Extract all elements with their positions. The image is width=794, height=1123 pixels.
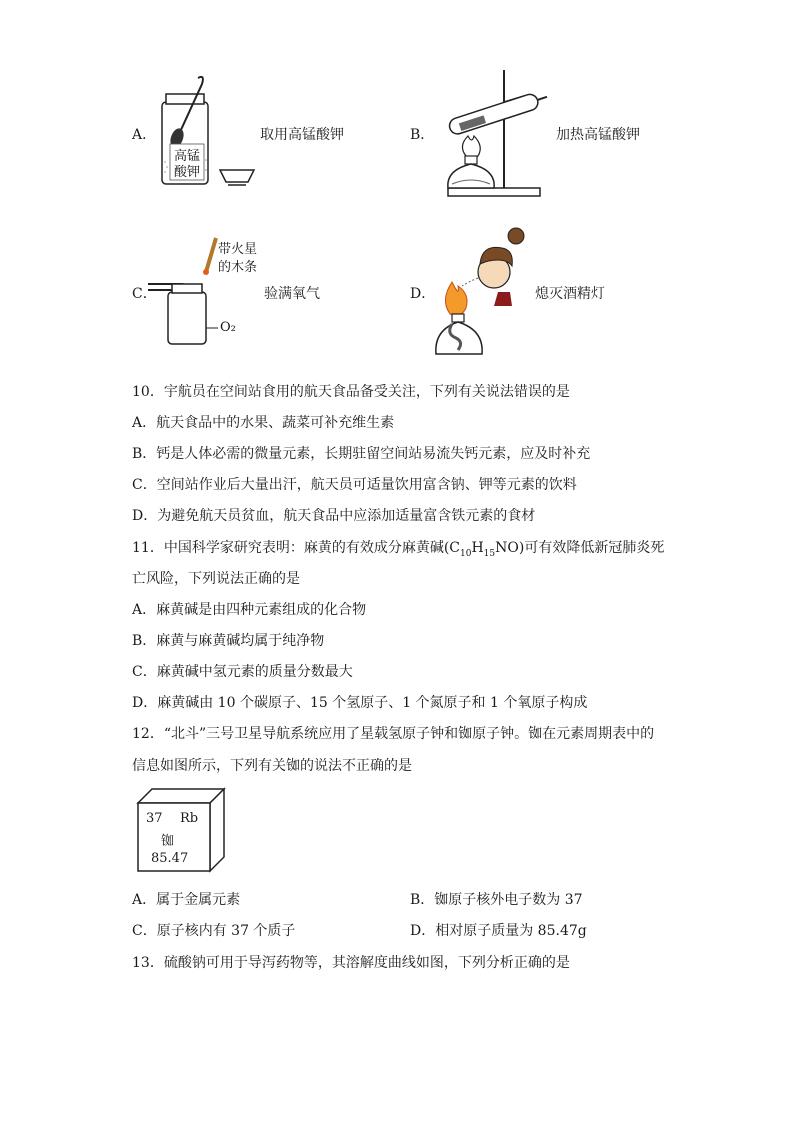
option-d-letter: D． bbox=[410, 286, 436, 302]
q12-option-c: C．原子核内有 37 个质子 bbox=[132, 923, 296, 939]
q10-stem: 10．宇航员在空间站食用的航天食品备受关注，下列有关说法错误的是 bbox=[132, 384, 570, 400]
option-a-caption: 取用高锰酸钾 bbox=[260, 127, 344, 143]
q13-stem: 13．硫酸钠可用于导泻药物等，其溶解度曲线如图，下列分析正确的是 bbox=[132, 955, 570, 971]
q10-option-a: A．航天食品中的水果、蔬菜可补充维生素 bbox=[132, 415, 395, 431]
q11-sub-carbon: 10 bbox=[460, 548, 472, 559]
q12-stem-line2: 信息如图所示，下列有关铷的说法不正确的是 bbox=[132, 758, 412, 774]
heating-apparatus-figure bbox=[428, 66, 558, 200]
q10-option-b: B．钙是人体必需的微量元素，长期驻留空间站易流失钙元素，应及时补充 bbox=[132, 446, 591, 462]
bottle-label-bottom: 酸钾 bbox=[173, 165, 201, 180]
element-atomic-number: 37 bbox=[146, 811, 163, 826]
q11-sub-hydrogen: 15 bbox=[483, 548, 496, 559]
option-b-letter: B． bbox=[410, 127, 435, 143]
q11-stem-part2: NO)可有效降低新冠肺炎死 bbox=[495, 540, 665, 556]
bottle-label-top: 高锰 bbox=[173, 149, 201, 164]
q11-stem-part1: 11．中国科学家研究表明：麻黄的有效成分麻黄碱(C bbox=[132, 540, 460, 556]
q11-option-a: A．麻黄碱是由四种元素组成的化合物 bbox=[132, 602, 367, 618]
q12-option-d: D．相对原子质量为 85.47g bbox=[410, 923, 587, 939]
element-symbol: Rb bbox=[180, 811, 199, 826]
oxygen-label: O₂ bbox=[220, 320, 236, 335]
q10-option-c: C．空间站作业后大量出汗，航天员可适量饮用富含钠、钾等元素的饮料 bbox=[132, 477, 577, 493]
reagent-bottle-figure bbox=[150, 72, 260, 190]
option-d-caption: 熄灭酒精灯 bbox=[535, 286, 605, 302]
element-name: 铷 bbox=[161, 834, 175, 849]
option-b-caption: 加热高锰酸钾 bbox=[556, 127, 640, 143]
option-c-letter: C． bbox=[132, 286, 157, 302]
option-c-caption: 验满氧气 bbox=[264, 286, 320, 302]
q11-option-d: D．麻黄碱由 10 个碳原子、15 个氢原子、1 个氮原子和 1 个氧原子构成 bbox=[132, 695, 588, 711]
blowing-lamp-figure bbox=[428, 220, 538, 358]
stick-label-1: 带火星 bbox=[218, 242, 258, 257]
q12-option-b: B．铷原子核外电子数为 37 bbox=[410, 892, 583, 908]
q11-stem-line2: 亡风险，下列说法正确的是 bbox=[132, 571, 300, 587]
q12-option-a: A．属于金属元素 bbox=[132, 892, 241, 908]
option-a-letter: A． bbox=[132, 127, 157, 143]
q11-option-c: C．麻黄碱中氢元素的质量分数最大 bbox=[132, 664, 353, 680]
q11-stem-line1 bbox=[132, 537, 664, 559]
q12-stem-line1: 12．“北斗”三号卫星导航系统应用了星载氢原子钟和铷原子钟。铷在元素周期表中的 bbox=[132, 726, 655, 742]
q11-hydrogen-symbol: H bbox=[471, 540, 484, 556]
stick-label-2: 的木条 bbox=[218, 260, 258, 275]
q11-option-b: B．麻黄与麻黄碱均属于纯净物 bbox=[132, 633, 325, 649]
element-mass: 85.47 bbox=[151, 851, 189, 866]
q10-option-d: D．为避免航天员贫血，航天食品中应添加适量富含铁元素的食材 bbox=[132, 508, 536, 524]
